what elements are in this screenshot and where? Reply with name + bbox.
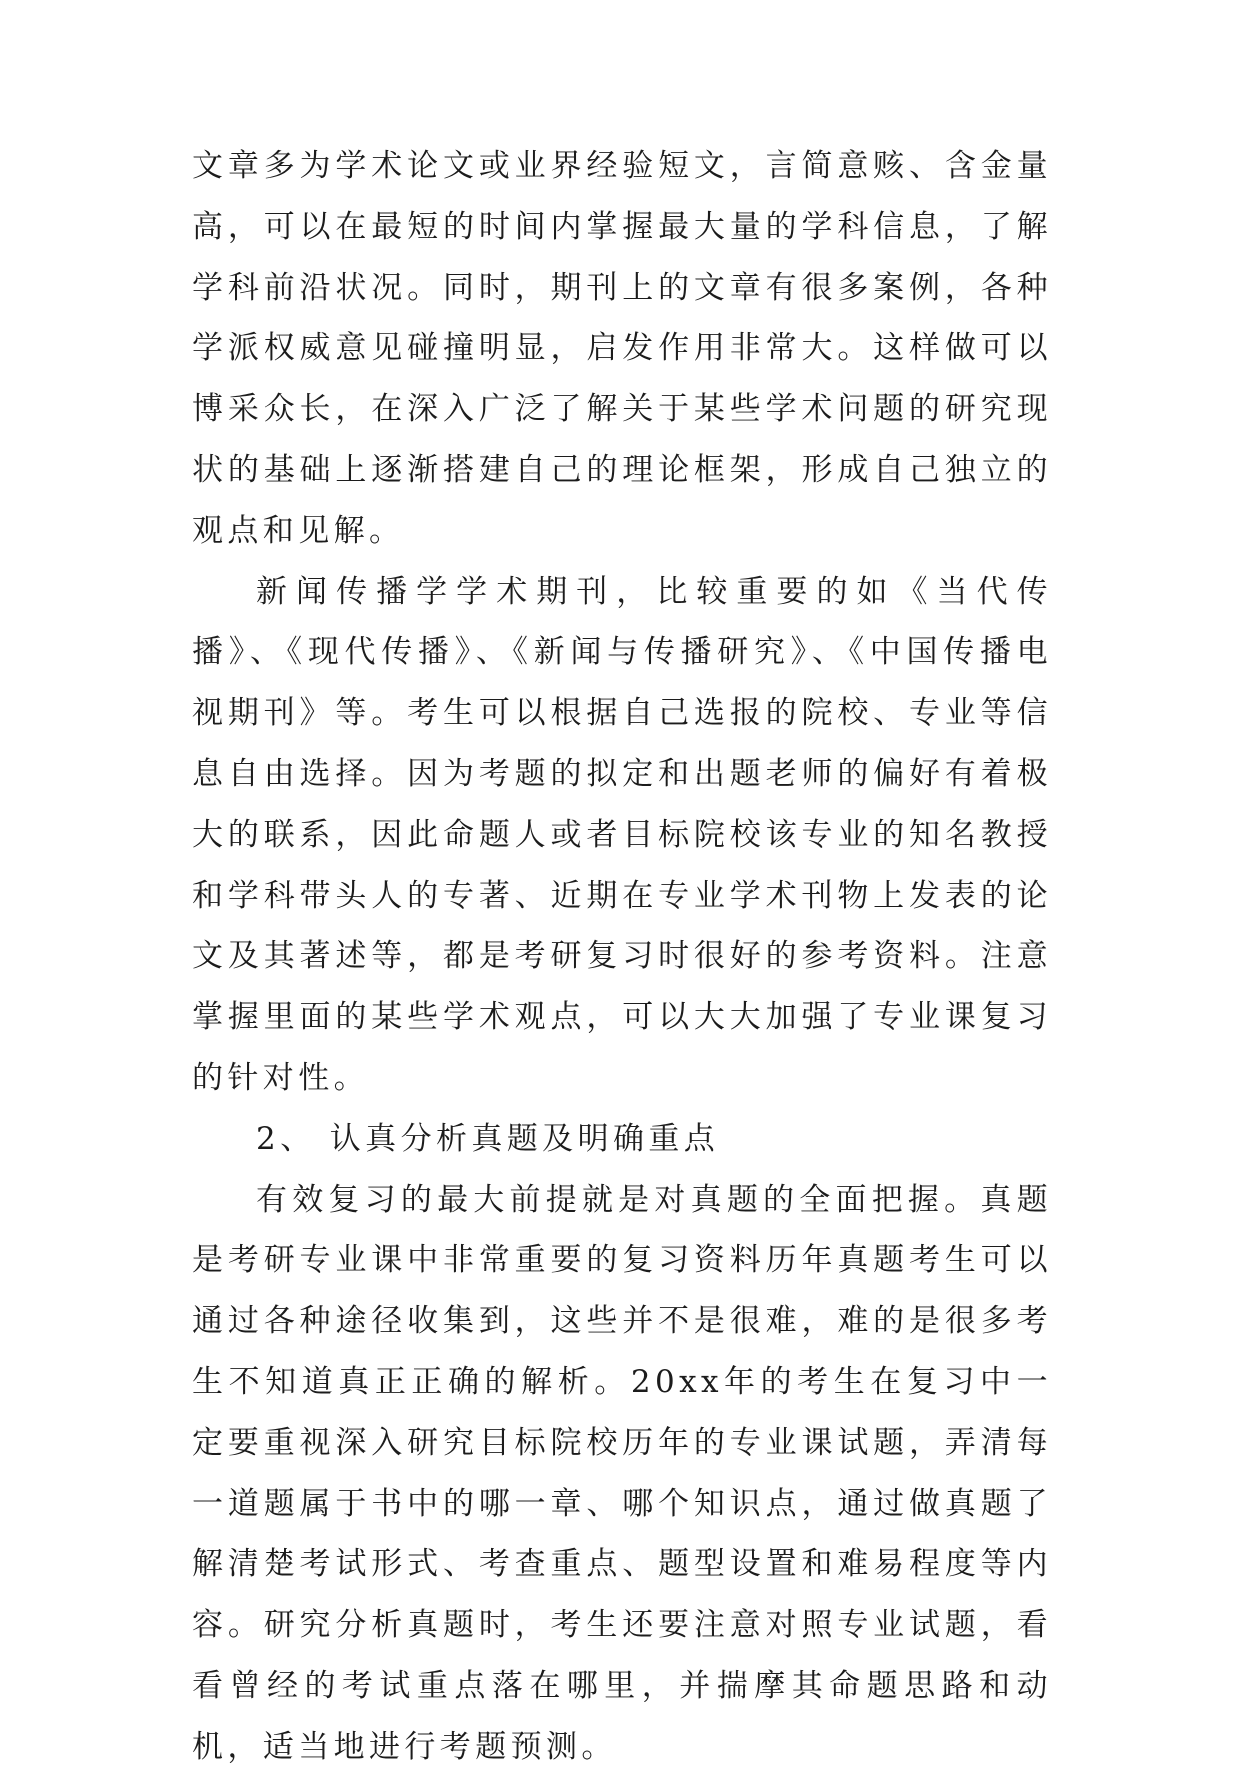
section-heading: 2、 认真分析真题及明确重点 <box>256 1120 720 1157</box>
paragraph-continuation: 文章多为学术论文或业界经验短文，言简意赅、含金量高，可以在最短的时间内掌握最大量的学科信息，了解学科前沿状况。同时，期刊上的文章有很多案例，各种学派权威意见碰撞明显，启发作用非常大。这样做可以博采众长，在深入广泛了解关于某些学术问题的研究现状的基础上逐渐搭建自己的理论框架，形成自己独立的观点和见解。 <box>192 148 1052 549</box>
document-body <box>192 136 1052 1778</box>
paragraph-journals: 新闻传播学学术期刊，比较重要的如《当代传播》、《现代传播》、《新闻与传播研究》、《中国传播电视期刊》等。考生可以根据自己选报的院校、专业等信息自由选择。因为考题的拟定和出题老师的偏好有着极大的联系，因此命题人或者目标院校该专业的知名教授和学科带头人的专著、近期在专业学术刊物上发表的论文及其著述等，都是考研复习时很好的参考资料。注意掌握里面的某些学术观点，可以大大加强了专业课复习的针对性。 <box>192 573 1052 1096</box>
paragraph-past-exams: 有效复习的最大前提就是对真题的全面把握。真题是考研专业课中非常重要的复习资料历年真题考生可以通过各种途径收集到，这些并不是很难，难的是很多考生不知道真正正确的解析。20xx年的考生在复习中一定要重视深入研究目标院校历年的专业课试题，弄清每一道题属于书中的哪一章、哪个知识点，通过做真题了解清楚考试形式、考查重点、题型设置和难易程度等内容。研究分析真题时，考生还要注意对照专业试题，看看曾经的考试重点落在哪里，并揣摩其命题思路和动机，适当地进行考题预测。 <box>192 1181 1052 1765</box>
